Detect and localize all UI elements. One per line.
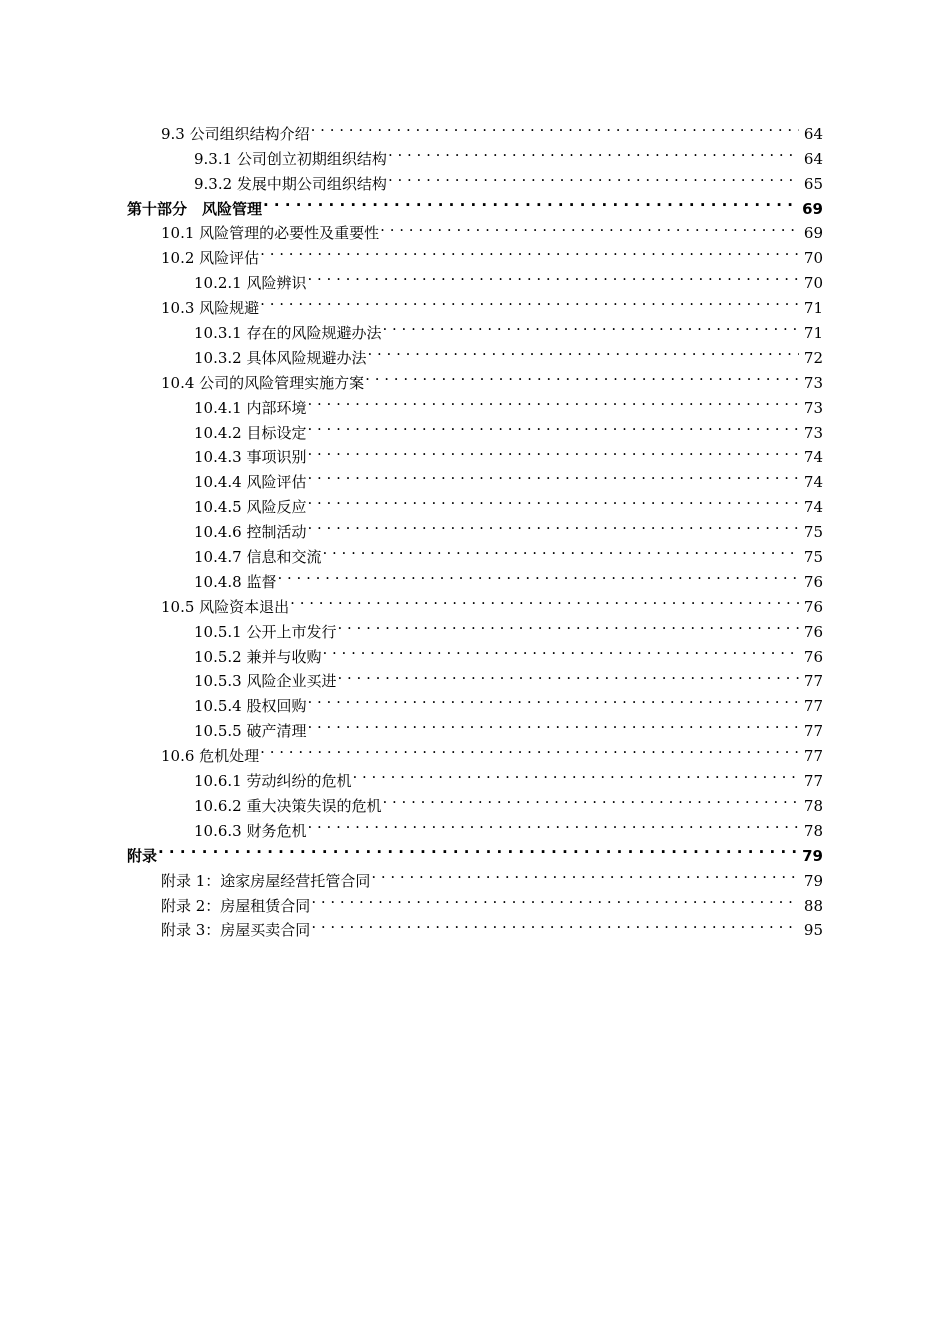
toc-entry-title: 10.2 风险评估 <box>161 246 259 271</box>
toc-entry[interactable] <box>0 861 950 890</box>
dot-leader <box>388 139 799 164</box>
toc-entry-page-number: 69 <box>802 199 823 218</box>
toc-entry-title: 10.5.2 兼并与收购 <box>194 645 321 670</box>
toc-entry-page-number: 88 <box>803 896 823 915</box>
toc-entry-page-number: 64 <box>803 149 823 168</box>
toc-entry-page-number: 70 <box>803 249 823 268</box>
dot-leader <box>380 214 799 239</box>
toc-entry-title: 10.4.7 信息和交流 <box>194 545 321 570</box>
dot-leader <box>158 836 799 861</box>
toc-entry-page-number: 74 <box>803 448 823 467</box>
dot-leader <box>382 786 799 811</box>
toc-entry-title: 9.3.2 发展中期公司组织结构 <box>194 172 387 197</box>
toc-entry-page-number: 77 <box>803 772 823 791</box>
toc-entry-title: 10.4.8 监督 <box>194 570 276 595</box>
dot-leader <box>260 288 799 313</box>
toc-entry[interactable] <box>0 736 950 766</box>
dot-leader <box>307 686 799 711</box>
toc-entry-page-number: 71 <box>803 324 823 343</box>
toc-entry[interactable] <box>0 587 950 616</box>
dot-leader <box>307 711 799 736</box>
dot-leader <box>367 338 799 363</box>
dot-leader <box>307 413 799 438</box>
toc-entry[interactable] <box>0 761 950 791</box>
dot-leader <box>260 238 799 263</box>
dot-leader <box>307 438 799 463</box>
toc-entry-page-number: 76 <box>803 572 823 591</box>
toc-entry-title: 10.4.3 事项识别 <box>194 445 306 470</box>
toc-entry-page-number: 77 <box>803 672 823 691</box>
toc-entry[interactable] <box>0 612 950 641</box>
toc-entry-title: 10.1 风险管理的必要性及重要性 <box>161 221 379 246</box>
toc-entry-title: 10.5.4 股权回购 <box>194 694 306 719</box>
toc-entry-page-number: 75 <box>803 548 823 567</box>
toc-entry-page-number: 70 <box>803 274 823 293</box>
toc-entry[interactable] <box>0 238 950 268</box>
toc-entry-title: 10.3 风险规避 <box>161 296 259 321</box>
toc-entry[interactable] <box>0 288 950 318</box>
dot-leader <box>371 861 799 886</box>
toc-entry-page-number: 76 <box>803 597 823 616</box>
toc-entry-page-number: 65 <box>803 174 823 193</box>
dot-leader <box>307 512 799 537</box>
toc-entry[interactable] <box>0 686 950 716</box>
toc-entry[interactable] <box>0 114 950 143</box>
toc-entry-title: 9.3.1 公司创立初期组织结构 <box>194 147 387 172</box>
dot-leader <box>382 313 799 338</box>
toc-entry-page-number: 74 <box>803 498 823 517</box>
toc-entry[interactable] <box>0 214 950 243</box>
toc-entry-title: 10.5 风险资本退出 <box>161 595 289 620</box>
dot-leader <box>337 612 799 637</box>
toc-entry-title: 10.4.5 风险反应 <box>194 495 306 520</box>
toc-entry-title: 10.5.1 公开上市发行 <box>194 620 336 645</box>
toc-entry-title: 附录 <box>127 844 157 869</box>
toc-entry-page-number: 76 <box>803 622 823 641</box>
dot-leader <box>311 911 799 936</box>
dot-leader <box>307 263 799 288</box>
dot-leader <box>365 363 799 388</box>
toc-entry-title: 附录 2：房屋租赁合同 <box>161 894 310 919</box>
dot-leader <box>307 462 799 487</box>
toc-entry[interactable] <box>0 662 950 691</box>
toc-entry-title: 10.3.1 存在的风险规避办法 <box>194 321 381 346</box>
toc-entry[interactable] <box>0 413 950 442</box>
toc-entry-page-number: 77 <box>803 747 823 766</box>
dot-leader <box>322 637 799 662</box>
toc-entry[interactable] <box>0 363 950 392</box>
toc-entry-title: 10.4.2 目标设定 <box>194 421 306 446</box>
dot-leader <box>290 587 799 612</box>
dot-leader <box>388 164 799 189</box>
toc-entry-page-number: 73 <box>803 398 823 417</box>
table-of-contents <box>0 114 950 940</box>
toc-entry-page-number: 77 <box>803 697 823 716</box>
dot-leader <box>260 736 799 761</box>
toc-entry-title: 10.5.5 破产清理 <box>194 719 306 744</box>
toc-entry[interactable] <box>0 637 950 666</box>
toc-entry-title: 10.4.4 风险评估 <box>194 470 306 495</box>
toc-entry-title: 10.4 公司的风险管理实施方案 <box>161 371 364 396</box>
dot-leader <box>307 811 799 836</box>
toc-entry[interactable] <box>0 811 950 840</box>
toc-entry-title: 附录 1：途家房屋经营托管合同 <box>161 869 370 894</box>
toc-entry-page-number: 71 <box>803 299 823 318</box>
toc-entry-title: 10.6.1 劳动纠纷的危机 <box>194 769 351 794</box>
toc-entry-title: 10.4.1 内部环境 <box>194 396 306 421</box>
dot-leader <box>311 886 799 911</box>
dot-leader <box>307 487 799 512</box>
toc-entry-page-number: 74 <box>803 473 823 492</box>
toc-entry-page-number: 73 <box>803 423 823 442</box>
toc-entry[interactable] <box>0 313 950 343</box>
toc-entry-title: 10.6.2 重大决策失误的危机 <box>194 794 381 819</box>
toc-entry-title: 10.2.1 风险辨识 <box>194 271 306 296</box>
toc-entry-title: 第十部分 风险管理 <box>127 197 262 222</box>
toc-entry[interactable] <box>0 512 950 542</box>
toc-entry-page-number: 79 <box>803 871 823 890</box>
dot-leader <box>337 662 799 687</box>
toc-entry[interactable] <box>0 886 950 915</box>
toc-entry-page-number: 76 <box>803 647 823 666</box>
toc-entry-page-number: 78 <box>803 796 823 815</box>
dot-leader <box>277 562 799 587</box>
toc-entry-title: 10.3.2 具体风险规避办法 <box>194 346 366 371</box>
toc-entry[interactable] <box>0 711 950 741</box>
toc-entry[interactable] <box>0 438 950 467</box>
toc-entry-page-number: 73 <box>803 373 823 392</box>
toc-entry[interactable] <box>0 836 950 865</box>
toc-entry[interactable] <box>0 338 950 367</box>
toc-entry-title: 9.3 公司组织结构介绍 <box>161 122 310 147</box>
toc-entry-page-number: 78 <box>803 821 823 840</box>
toc-entry-title: 10.6.3 财务危机 <box>194 819 306 844</box>
toc-entry[interactable] <box>0 462 950 492</box>
toc-entry[interactable] <box>0 537 950 567</box>
dot-leader <box>307 388 799 413</box>
dot-leader <box>263 189 799 214</box>
toc-entry-page-number: 64 <box>803 124 823 143</box>
toc-entry[interactable] <box>0 388 950 417</box>
toc-entry-title: 附录 3：房屋买卖合同 <box>161 918 310 943</box>
toc-entry-page-number: 69 <box>803 224 823 243</box>
toc-entry-title: 10.6 危机处理 <box>161 744 259 769</box>
toc-entry[interactable] <box>0 263 950 293</box>
toc-entry-page-number: 95 <box>803 921 823 940</box>
toc-entry[interactable] <box>0 911 950 940</box>
toc-entry[interactable] <box>0 139 950 168</box>
toc-entry[interactable] <box>0 562 950 591</box>
toc-entry[interactable] <box>0 487 950 517</box>
toc-entry[interactable] <box>0 189 950 218</box>
toc-entry-title: 10.5.3 风险企业买进 <box>194 669 336 694</box>
toc-entry-page-number: 79 <box>802 846 823 865</box>
dot-leader <box>322 537 799 562</box>
toc-entry[interactable] <box>0 786 950 815</box>
toc-entry[interactable] <box>0 164 950 193</box>
dot-leader <box>311 114 799 139</box>
toc-entry-page-number: 75 <box>803 523 823 542</box>
toc-entry-page-number: 77 <box>803 722 823 741</box>
dot-leader <box>352 761 799 786</box>
toc-entry-title: 10.4.6 控制活动 <box>194 520 306 545</box>
toc-entry-page-number: 72 <box>803 348 823 367</box>
